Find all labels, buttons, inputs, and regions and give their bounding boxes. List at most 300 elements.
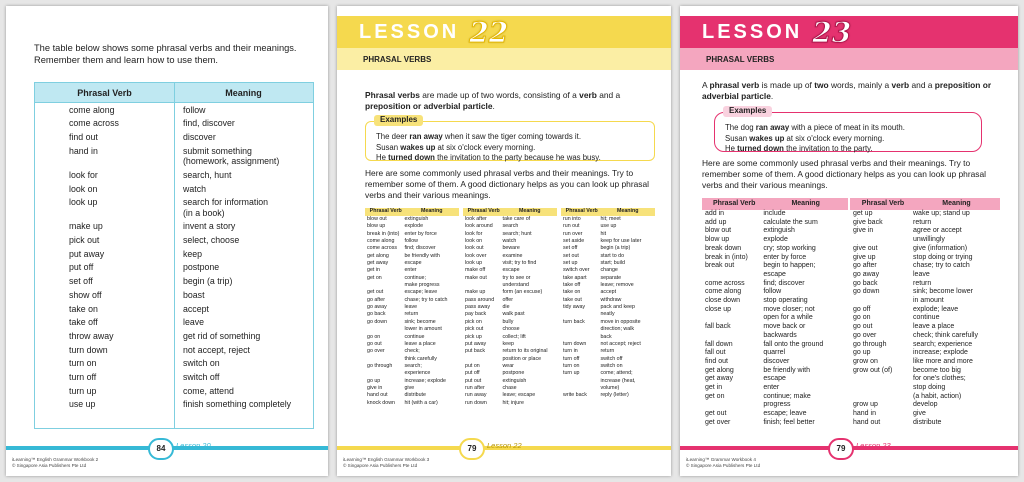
phrasal-verb-cell: look over	[465, 252, 487, 259]
table-row	[365, 370, 459, 377]
table-row	[35, 234, 313, 248]
table-row	[35, 144, 313, 168]
table-row	[35, 103, 313, 117]
phrasal-verb-cell: look up	[69, 197, 98, 208]
phrasal-verb-cell: give out	[853, 244, 878, 252]
meaning-cell: lower in amount	[404, 326, 442, 333]
meaning-line: get rid of something	[183, 330, 261, 341]
meaning-cell: leave; escape	[502, 392, 536, 399]
phrasal-verb-cell: go over	[853, 331, 877, 339]
phrasal-verb-cell: put away	[69, 248, 105, 259]
phrasal-verb-cell	[365, 356, 404, 363]
meaning-cell: return	[913, 279, 932, 287]
phrasal-verb-cell: go back	[853, 279, 878, 287]
meaning-cell: find; discover	[763, 279, 805, 287]
table-row	[365, 275, 459, 282]
table-row	[702, 419, 848, 428]
meaning-line: watch	[183, 183, 206, 194]
meaning-cell	[174, 345, 313, 356]
phrasal-verb-cell: go on	[853, 314, 871, 322]
meaning-cell: begin to happen;	[763, 262, 816, 270]
phrasal-verb-cell	[365, 282, 404, 289]
table-row	[850, 297, 1000, 306]
meaning-cell: stop doing	[913, 384, 946, 392]
table-row	[463, 223, 557, 230]
meaning-cell	[174, 386, 313, 397]
table-row	[463, 311, 557, 318]
meaning-cell: explode	[404, 223, 424, 230]
meaning-cell: try to see or	[502, 274, 531, 281]
phrasal-verb-cell: go out	[367, 340, 382, 347]
phrasal-verb-cell: run after	[465, 384, 485, 391]
meaning-cell: increase; explode	[913, 349, 968, 357]
credit-line-2: © Singapore Asia Publishers Pte Ltd	[686, 463, 761, 468]
meaning-cell: search; hunt	[502, 230, 532, 237]
meaning-cell: chase; try to catch	[913, 262, 970, 270]
meaning-cell: escape	[763, 375, 786, 383]
meaning-cell: back	[600, 333, 612, 340]
table-row	[561, 289, 655, 296]
phrasal-verb-cell: make up	[69, 221, 103, 232]
examples-label: Examples	[723, 106, 772, 117]
phrasal-verb-cell: go away	[367, 304, 387, 311]
table-row	[702, 219, 848, 228]
page-lesson-20	[6, 6, 328, 476]
header-meaning: Meaning	[420, 208, 443, 215]
meaning-cell: hit	[600, 230, 607, 237]
table-row	[561, 245, 655, 252]
phrasal-verb-cell: grow out (of)	[853, 366, 893, 374]
meaning-cell: accept	[600, 289, 617, 296]
table-row	[35, 117, 313, 131]
meaning-cell: chase; try to catch	[404, 296, 448, 303]
phrasal-verb-cell: give up	[853, 253, 876, 261]
meaning-cell: take care of	[502, 216, 531, 222]
meaning-cell: offer	[502, 296, 513, 303]
meaning-cell: find; discover	[404, 245, 436, 252]
meaning-cell: reply (letter)	[600, 392, 629, 399]
meaning-cell: switch on	[600, 362, 623, 369]
table-row	[35, 329, 313, 343]
meaning-cell: move closer; not	[763, 305, 815, 313]
table-row	[365, 392, 459, 399]
table-row	[365, 326, 459, 333]
table-row	[561, 370, 655, 377]
verb-table-right	[850, 198, 1000, 428]
phrasal-verb-cell: get up	[853, 210, 873, 217]
phrasal-verb-cell: look on	[465, 238, 483, 245]
phrasal-verb-cell	[561, 378, 600, 385]
phrasal-verb-cell: go on	[367, 333, 381, 340]
meaning-line: follow	[183, 104, 206, 115]
meaning-cell: continue	[404, 333, 425, 340]
meaning-line: accept	[183, 303, 209, 314]
banner-subtitle: PHRASAL VERBS	[680, 48, 1018, 70]
meaning-cell: backwards	[763, 331, 797, 339]
phrasal-verb-cell: get along	[705, 366, 734, 374]
phrasal-verb-cell: go back	[367, 311, 386, 318]
example-line: Susan wakes up at six o'clock every morning.	[725, 133, 885, 143]
example-line: The deer ran away when it saw the tiger coming towards it.	[376, 132, 581, 141]
phrasal-verb-cell: go up	[853, 349, 871, 357]
phrasal-verb-cell: get along	[367, 252, 389, 259]
meaning-cell: pack and keep	[600, 304, 635, 311]
table-row	[702, 262, 848, 271]
meaning-line: keep	[183, 248, 203, 259]
header-meaning: Meaning	[616, 208, 639, 215]
phrasal-verb-cell	[463, 282, 502, 289]
phrasal-verb-cell: run out	[563, 223, 580, 230]
meaning-cell: walk past	[502, 311, 525, 318]
phrasal-verb-cell: give back	[853, 218, 883, 226]
lesson-number: 23	[812, 15, 852, 49]
table-row	[35, 168, 313, 182]
meaning-cell: move back or	[763, 323, 806, 331]
meaning-cell: leave; remove	[600, 282, 634, 289]
meaning-line: find, discover	[183, 118, 235, 129]
intro-part: preposition or adverbial particle	[365, 101, 493, 111]
meaning-cell	[174, 249, 313, 260]
meaning-cell: extinguish	[763, 227, 795, 235]
header-meaning: Meaning	[791, 199, 820, 207]
phrasal-verb-cell	[850, 384, 913, 393]
page-footer	[680, 438, 1018, 476]
meaning-cell: give	[404, 384, 415, 391]
phrasal-verb-cell: run away	[465, 392, 487, 399]
phrasal-verb-cell: get in	[705, 384, 723, 392]
phrasal-verb-cell: blow up	[367, 223, 386, 230]
meaning-cell: be friendly with	[404, 252, 440, 259]
table-row	[463, 326, 557, 333]
intro-part: and a	[599, 90, 621, 100]
meaning-line: discover	[183, 131, 216, 142]
meaning-cell: escape	[404, 260, 422, 267]
table-row	[365, 385, 459, 392]
phrasal-verb-cell: go out	[853, 323, 873, 331]
table-row	[702, 410, 848, 419]
phrasal-verb-cell: put off	[69, 262, 94, 273]
table-row	[463, 378, 557, 385]
page-lesson-22	[337, 6, 671, 476]
table-row	[702, 367, 848, 376]
meaning-cell	[174, 331, 313, 342]
meaning-cell: keep	[502, 340, 514, 347]
footer-lesson: Lesson 22	[487, 441, 522, 450]
meaning-cell: escape; leave	[404, 289, 438, 296]
meaning-cell	[174, 317, 313, 328]
phrasal-verb-cell: turn on	[69, 358, 97, 369]
table-row	[850, 410, 1000, 419]
meaning-cell: follow	[404, 238, 419, 245]
phrasal-verb-cell: turn on	[563, 362, 580, 369]
footer-lesson: Lesson 20	[176, 441, 211, 450]
header-meaning: Meaning	[518, 208, 541, 215]
table-row	[702, 236, 848, 245]
table-row	[35, 384, 313, 398]
lesson-word: LESSON	[359, 20, 460, 43]
meaning-cell	[174, 372, 313, 383]
table-row	[463, 385, 557, 392]
phrasal-verb-cell: blow out	[705, 227, 732, 235]
meaning-cell: distribute	[404, 392, 426, 399]
table-row	[365, 231, 459, 238]
meaning-cell: distribute	[913, 418, 942, 426]
meaning-cell: return	[913, 218, 932, 226]
phrasal-verb-cell: come along	[69, 104, 115, 115]
examples-label: Examples	[374, 115, 423, 126]
table-row	[702, 245, 848, 254]
table-row	[463, 260, 557, 267]
meaning-cell: hit (with a car)	[404, 399, 438, 406]
phrasal-verb-cell	[702, 314, 763, 323]
phrasal-verb-cell	[850, 236, 913, 245]
table-row	[463, 348, 557, 355]
phrasal-verb-cell: get on	[705, 392, 725, 400]
table-header	[702, 198, 848, 210]
meaning-cell: come; attend;	[600, 370, 633, 377]
table-row	[35, 357, 313, 371]
table-row	[561, 275, 655, 282]
phrasal-verb-cell: fall out	[705, 349, 726, 357]
table-row	[850, 236, 1000, 245]
meaning-cell: leave a place	[913, 323, 955, 331]
phrasal-verb-cell	[850, 393, 913, 402]
meaning-cell: develop	[913, 401, 938, 409]
table-row	[365, 216, 459, 223]
phrasal-verb-table	[34, 82, 314, 429]
phrasal-verb-cell: put away	[465, 340, 487, 347]
footer-credit	[343, 457, 429, 469]
meaning-cell	[174, 276, 313, 287]
table-row	[35, 398, 313, 412]
meaning-cell: open for a while	[763, 314, 813, 322]
phrasal-verb-cell: get on	[367, 274, 382, 281]
table-row	[463, 392, 557, 399]
table-row	[702, 384, 848, 393]
meaning-cell: examine	[502, 252, 523, 259]
phrasal-verb-cell: take apart	[563, 274, 587, 281]
table-row	[561, 297, 655, 304]
phrasal-verb-cell: add in	[705, 210, 725, 217]
table-row	[561, 319, 655, 326]
table-row	[561, 253, 655, 260]
meaning-cell: enter	[763, 384, 780, 392]
meaning-cell: enter by force	[404, 230, 437, 237]
meaning-line: come, attend	[183, 385, 234, 396]
phrasal-verb-cell: hand in	[853, 410, 876, 418]
meaning-cell	[174, 132, 313, 143]
meaning-cell: cry; stop working	[763, 244, 816, 252]
phrasal-verb-cell: show off	[69, 289, 102, 300]
phrasal-verb-cell: knock down	[367, 399, 395, 406]
meaning-cell: give	[913, 410, 926, 418]
phrasal-verb-cell: make out	[465, 274, 487, 281]
table-row	[365, 400, 459, 407]
phrasal-verb-cell	[561, 385, 600, 392]
meaning-cell: start to do	[600, 252, 625, 259]
table-row	[702, 297, 848, 306]
meaning-cell: like more and more	[913, 357, 973, 365]
table-row	[702, 271, 848, 280]
meaning-cell: extinguish	[502, 377, 527, 384]
table-row	[850, 341, 1000, 350]
phrasal-verb-cell: get out	[367, 289, 384, 296]
verb-table-col-3	[561, 208, 655, 400]
meaning-cell	[174, 197, 313, 218]
meaning-cell: be friendly with	[763, 366, 811, 374]
phrasal-verb-cell: look for	[465, 230, 483, 237]
meaning-cell: return	[600, 348, 615, 355]
phrasal-verb-cell: run down	[465, 399, 487, 406]
phrasal-verb-cell: give in	[853, 227, 874, 235]
meaning-cell: position or place	[502, 355, 542, 362]
meaning-cell: search;	[404, 362, 422, 369]
meaning-cell	[174, 105, 313, 116]
meaning-cell: leave	[913, 270, 930, 278]
credit-line-2: © Singapore Asia Publishers Pte Ltd	[343, 463, 418, 468]
phrasal-verb-cell: find out	[69, 131, 98, 142]
table-row	[702, 306, 848, 315]
phrasal-verb-cell: run into	[563, 216, 581, 222]
meaning-cell	[174, 290, 313, 301]
meaning-cell: use up	[600, 223, 617, 230]
table-row	[463, 400, 557, 407]
page-number: 79	[459, 438, 485, 460]
header-phrasal-verb: Phrasal Verb	[369, 208, 402, 215]
credit-line-2: © Singapore Asia Publishers Pte Ltd	[12, 463, 87, 468]
phrasal-verb-cell: fall down	[705, 340, 733, 348]
meaning-cell: quarrel	[763, 349, 786, 357]
page-number: 79	[828, 438, 854, 460]
phrasal-verb-cell: take on	[69, 303, 98, 314]
table-row	[365, 223, 459, 230]
meaning-cell: make progress	[404, 282, 440, 289]
table-row	[463, 253, 557, 260]
table-row	[561, 326, 655, 333]
table-row	[850, 314, 1000, 323]
phrasal-verb-cell: turn in	[563, 348, 578, 355]
table-row	[365, 334, 459, 341]
phrasal-verb-cell: break down	[705, 244, 742, 252]
phrasal-verb-cell: take off	[69, 317, 98, 328]
table-row	[561, 311, 655, 318]
phrasal-verb-cell: close down	[705, 297, 741, 305]
table-row	[850, 367, 1000, 376]
phrasal-verb-cell: come across	[705, 279, 745, 287]
phrasal-verb-cell: run over	[563, 230, 583, 237]
table-row	[561, 260, 655, 267]
meaning-cell: hit; injure	[502, 399, 524, 406]
table-row	[463, 245, 557, 252]
meaning-cell: check;	[404, 348, 420, 355]
table-row	[850, 384, 1000, 393]
intro-part: .	[492, 101, 495, 111]
meaning-cell: escape; leave	[763, 410, 807, 418]
table-row	[702, 358, 848, 367]
phrasal-verb-cell: put out	[465, 377, 482, 384]
meaning-cell	[174, 184, 313, 195]
phrasal-verb-cell: turn up	[69, 385, 97, 396]
phrasal-verb-cell: go up	[367, 377, 381, 384]
meaning-cell: collect; lift	[502, 333, 526, 340]
table-row	[850, 323, 1000, 332]
phrasal-verb-cell: go after	[367, 296, 385, 303]
phrasal-verb-cell: go down	[853, 288, 880, 296]
meaning-cell: for one's clothes;	[913, 375, 966, 383]
phrasal-verb-cell: use up	[69, 399, 96, 410]
table-row	[850, 401, 1000, 410]
table-row	[463, 282, 557, 289]
table-row	[850, 210, 1000, 219]
meaning-cell: chase	[502, 384, 517, 391]
phrasal-verb-cell: go off	[853, 305, 871, 313]
table-row	[850, 227, 1000, 236]
meaning-cell: continue	[913, 314, 940, 322]
table-row	[561, 223, 655, 230]
phrasal-verb-cell: get away	[705, 375, 734, 383]
phrasal-verb-cell: go through	[367, 362, 393, 369]
table-row	[702, 393, 848, 402]
meaning-line: leave	[183, 317, 205, 328]
phrasal-verb-cell: grow on	[853, 357, 878, 365]
example-line: He turned down the invitation to the party because he was busy.	[376, 153, 601, 162]
table-row	[561, 304, 655, 311]
table-row	[850, 332, 1000, 341]
intro-part: verb	[579, 90, 597, 100]
phrasal-verb-cell: throw away	[69, 330, 114, 341]
table-row	[35, 275, 313, 289]
phrasal-verb-cell	[365, 326, 404, 333]
phrasal-verb-cell: take on	[563, 289, 581, 296]
meaning-cell: in amount	[913, 297, 944, 305]
table-row	[35, 302, 313, 316]
meaning-cell: neatly	[600, 311, 615, 318]
lesson-number: 22	[469, 15, 509, 49]
meaning-cell: start; build	[600, 260, 625, 267]
meaning-cell: extinguish	[404, 216, 429, 222]
meaning-line: (homework, assignment)	[183, 156, 280, 167]
meaning-cell: form (an excuse)	[502, 289, 543, 296]
meaning-line: switch on	[183, 358, 220, 369]
table-row	[35, 316, 313, 330]
meaning-cell: (a habit, action)	[913, 392, 962, 400]
phrasal-verb-cell	[702, 332, 763, 341]
table-row	[850, 306, 1000, 315]
table-row	[702, 288, 848, 297]
meaning-cell: fall onto the ground	[763, 340, 824, 348]
meaning-cell: calculate the sum	[763, 218, 818, 226]
meaning-cell: finish; feel better	[763, 418, 815, 426]
table-row	[850, 393, 1000, 402]
page-number: 84	[148, 438, 174, 460]
table-row	[365, 245, 459, 252]
table-row	[365, 341, 459, 348]
table-row	[463, 334, 557, 341]
phrasal-verb-cell: set off	[563, 245, 578, 252]
meaning-cell: switch off	[600, 355, 623, 362]
header-phrasal-verb: Phrasal Verb	[467, 208, 500, 215]
credit-line-1: iLearning™ English Grammar Workbook 2	[12, 457, 99, 462]
examples-box	[365, 115, 655, 162]
banner-subtitle: PHRASAL VERBS	[337, 48, 671, 70]
table-row	[35, 220, 313, 234]
meaning-line: submit something	[183, 145, 252, 156]
meaning-cell: agree or accept	[913, 227, 962, 235]
phrasal-verb-cell: look for	[69, 169, 98, 180]
phrasal-verb-cell: grow up	[853, 401, 878, 409]
phrasal-verb-cell: look up	[465, 260, 483, 267]
phrasal-verb-cell: put off	[465, 370, 480, 377]
